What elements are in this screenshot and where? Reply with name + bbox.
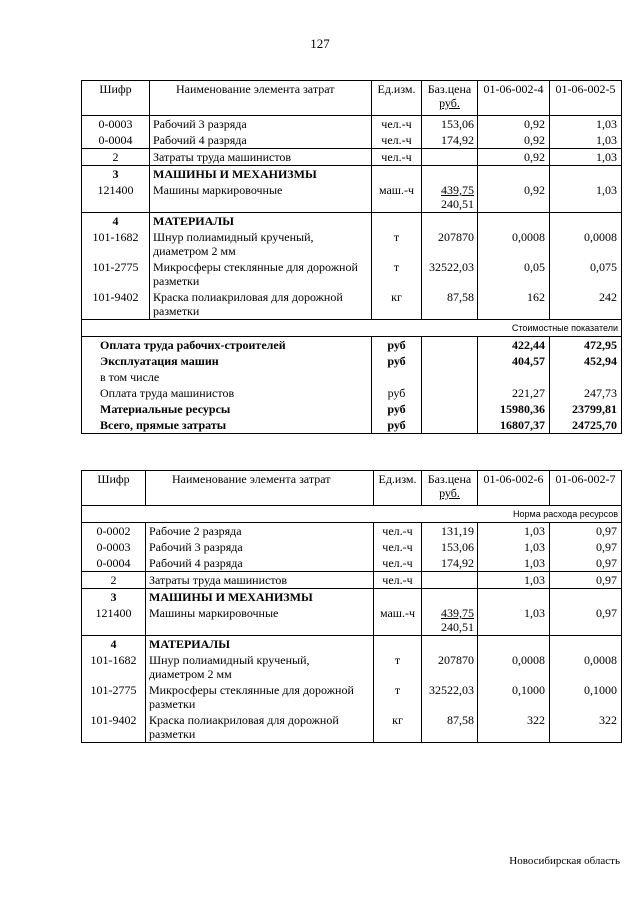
row-price	[422, 712, 478, 743]
row-unit	[372, 166, 422, 183]
row-name-line-1: Микросферы стеклянные для дорожной	[149, 683, 354, 697]
table-row	[82, 555, 622, 572]
row-norm-2: 0,97	[550, 539, 622, 555]
row-price-value: 153,06	[441, 117, 474, 131]
row-name	[150, 132, 372, 149]
row-unit	[372, 213, 422, 230]
row-name-line-2: разметки	[149, 727, 196, 741]
row-code: 121400	[82, 605, 146, 636]
resource-table-2	[81, 470, 622, 743]
row-norm-1: 0,92	[478, 182, 550, 213]
row-norm-1: 0,92	[478, 116, 550, 133]
header-norm-1: 01-06-002-6	[478, 471, 550, 506]
row-price-value: 174,92	[441, 556, 474, 570]
row-unit: чел.-ч	[372, 149, 422, 166]
row-norm-1: 1,03	[478, 605, 550, 636]
row-code: 121400	[82, 182, 150, 213]
table-row	[82, 572, 622, 589]
header-unit: Ед.изм.	[372, 81, 422, 116]
footer-region: Новосибирская область	[509, 855, 620, 867]
row-code: 4	[82, 636, 146, 653]
row-name	[146, 589, 374, 606]
row-code: 0-0003	[82, 116, 150, 133]
row-name-line-2: диаметром 2 мм	[149, 667, 232, 681]
row-unit	[374, 589, 422, 606]
row-code: 2	[82, 149, 150, 166]
row-name-line-1: Машины маркировочные	[153, 183, 283, 197]
row-code: 101-1682	[82, 652, 146, 682]
row-norm-1: 0,92	[478, 149, 550, 166]
row-name-line-1: Рабочий 4 разряда	[153, 133, 247, 147]
table-body	[82, 523, 622, 743]
row-norm-1: 0,0008	[478, 652, 550, 682]
row-price-value: 153,06	[441, 540, 474, 554]
row-name	[150, 182, 372, 213]
row-unit: т	[372, 259, 422, 289]
row-name	[150, 289, 372, 320]
row-name-line-1: Затраты труда машинистов	[153, 150, 292, 164]
row-code: 4	[82, 213, 150, 230]
cost-row	[82, 401, 622, 417]
row-name	[150, 116, 372, 133]
cost-empty	[422, 401, 478, 417]
header-norm-1: 01-06-002-4	[478, 81, 550, 116]
cost-value-1: 422,44	[478, 337, 550, 354]
row-price-value: 32522,03	[429, 683, 474, 697]
cost-value-1: 404,57	[478, 353, 550, 369]
row-name	[146, 572, 374, 589]
row-norm-2: 0,97	[550, 605, 622, 636]
row-norm-2	[550, 166, 622, 183]
row-name	[146, 682, 374, 712]
row-unit: маш.-ч	[374, 605, 422, 636]
table-header	[82, 81, 622, 116]
row-code: 101-2775	[82, 682, 146, 712]
row-name	[150, 259, 372, 289]
row-norm-1: 162	[478, 289, 550, 320]
cost-value-2	[550, 369, 622, 385]
resource-table-1	[81, 80, 622, 434]
row-unit: кг	[372, 289, 422, 320]
row-price	[422, 589, 478, 606]
row-name-line-1: МАТЕРИАЛЫ	[149, 637, 230, 651]
row-price	[422, 652, 478, 682]
cost-unit: руб	[372, 385, 422, 401]
row-norm-1: 1,03	[478, 555, 550, 572]
row-name-line-1: Микросферы стеклянные для дорожной	[153, 260, 358, 274]
row-code: 0-0004	[82, 555, 146, 572]
row-unit: т	[372, 229, 422, 259]
cost-value-1: 16807,37	[478, 417, 550, 434]
row-code: 3	[82, 166, 150, 183]
cost-label: в том числе	[82, 369, 372, 385]
table-row	[82, 605, 622, 636]
table-row	[82, 589, 622, 606]
header-norm-2: 01-06-002-5	[550, 81, 622, 116]
row-name	[146, 605, 374, 636]
cost-empty	[422, 353, 478, 369]
row-name-line-1: Рабочие 2 разряда	[149, 524, 242, 538]
cost-value-1: 15980,36	[478, 401, 550, 417]
row-price	[422, 213, 478, 230]
table-row	[82, 116, 622, 133]
cost-value-1: 221,27	[478, 385, 550, 401]
row-price	[422, 572, 478, 589]
row-price	[422, 605, 478, 636]
row-price	[422, 636, 478, 653]
table-row	[82, 132, 622, 149]
cost-row	[82, 417, 622, 434]
table-row	[82, 289, 622, 320]
row-norm-1: 0,92	[478, 132, 550, 149]
row-name-line-1: Затраты труда машинистов	[149, 573, 288, 587]
cost-unit: руб	[372, 417, 422, 434]
header-price: Баз.цена руб.	[422, 471, 478, 506]
table-header	[82, 471, 622, 506]
row-name-line-2: разметки	[149, 697, 196, 711]
row-norm-1: 1,03	[478, 539, 550, 555]
row-code: 101-1682	[82, 229, 150, 259]
row-norm-2: 0,97	[550, 523, 622, 540]
row-name	[150, 149, 372, 166]
row-norm-1	[478, 636, 550, 653]
row-price-value: 87,58	[447, 290, 474, 304]
row-code: 101-9402	[82, 712, 146, 743]
row-price	[422, 166, 478, 183]
cost-unit	[372, 369, 422, 385]
row-name-line-1: Рабочий 3 разряда	[153, 117, 247, 131]
cost-row	[82, 337, 622, 354]
table-row	[82, 149, 622, 166]
cost-body	[82, 337, 622, 434]
cost-note: Стоимостные показатели	[82, 320, 622, 337]
table-row	[82, 682, 622, 712]
row-norm-1: 0,1000	[478, 682, 550, 712]
cost-label: Оплата труда машинистов	[82, 385, 372, 401]
row-name	[146, 712, 374, 743]
row-unit: чел.-ч	[372, 116, 422, 133]
row-norm-1: 322	[478, 712, 550, 743]
row-name	[146, 555, 374, 572]
table-row	[82, 229, 622, 259]
table-row	[82, 213, 622, 230]
table-row	[82, 259, 622, 289]
cost-value-1	[478, 369, 550, 385]
cost-unit: руб	[372, 337, 422, 354]
cost-row	[82, 353, 622, 369]
row-code: 0-0004	[82, 132, 150, 149]
table-row	[82, 712, 622, 743]
row-norm-1	[478, 166, 550, 183]
row-price-secondary: 240,51	[441, 197, 474, 211]
cost-value-2: 452,94	[550, 353, 622, 369]
row-unit: чел.-ч	[374, 555, 422, 572]
norm-note: Норма расхода ресурсов	[82, 506, 622, 523]
row-norm-2	[550, 213, 622, 230]
row-price	[422, 523, 478, 540]
row-price-value: 207870	[438, 653, 474, 667]
table-row	[82, 652, 622, 682]
row-price-value: 131,19	[441, 524, 474, 538]
cost-unit: руб	[372, 353, 422, 369]
row-name	[150, 166, 372, 183]
cost-empty	[422, 369, 478, 385]
row-price-value: 207870	[438, 230, 474, 244]
row-norm-2: 0,0008	[550, 652, 622, 682]
row-norm-1: 0,05	[478, 259, 550, 289]
row-price	[422, 259, 478, 289]
header-name: Наименование элемента затрат	[146, 471, 374, 506]
row-price-secondary: 240,51	[441, 620, 474, 634]
row-unit: чел.-ч	[374, 539, 422, 555]
header-code: Шифр	[82, 471, 146, 506]
row-norm-2: 1,03	[550, 182, 622, 213]
row-name	[146, 636, 374, 653]
row-code: 101-2775	[82, 259, 150, 289]
row-unit: чел.-ч	[372, 132, 422, 149]
cost-value-2: 23799,81	[550, 401, 622, 417]
row-norm-2: 1,03	[550, 149, 622, 166]
row-name-line-1: МАТЕРИАЛЫ	[153, 214, 234, 228]
row-name	[150, 213, 372, 230]
row-name	[146, 539, 374, 555]
cost-value-2: 472,95	[550, 337, 622, 354]
row-name-line-2: разметки	[153, 304, 200, 318]
row-norm-2: 1,03	[550, 116, 622, 133]
norm-note-row	[82, 506, 622, 523]
row-name-line-1: МАШИНЫ И МЕХАНИЗМЫ	[153, 167, 317, 181]
row-price-value: 174,92	[441, 133, 474, 147]
row-name-line-1: Машины маркировочные	[149, 606, 279, 620]
row-code: 101-9402	[82, 289, 150, 320]
row-name	[146, 523, 374, 540]
page-number: 127	[310, 36, 330, 51]
row-name	[146, 652, 374, 682]
row-price	[422, 555, 478, 572]
header-unit: Ед.изм.	[374, 471, 422, 506]
row-norm-1: 1,03	[478, 572, 550, 589]
table-row	[82, 636, 622, 653]
row-unit: чел.-ч	[374, 523, 422, 540]
row-price	[422, 289, 478, 320]
row-price-value: 87,58	[447, 713, 474, 727]
row-name-line-1: Краска полиакриловая для дорожной	[153, 290, 343, 304]
row-price	[422, 229, 478, 259]
table-row	[82, 166, 622, 183]
row-unit: чел.-ч	[374, 572, 422, 589]
row-name-line-1: МАШИНЫ И МЕХАНИЗМЫ	[149, 590, 313, 604]
row-norm-2	[550, 636, 622, 653]
header-code: Шифр	[82, 81, 150, 116]
row-norm-1	[478, 589, 550, 606]
cost-value-2: 247,73	[550, 385, 622, 401]
cost-label: Оплата труда рабочих-строителей	[82, 337, 372, 354]
row-norm-1: 0,0008	[478, 229, 550, 259]
header-price: Баз.цена руб.	[422, 81, 478, 116]
cost-empty	[422, 417, 478, 434]
row-name-line-1: Рабочий 3 разряда	[149, 540, 243, 554]
cost-label: Эксплуатация машин	[82, 353, 372, 369]
row-price-value: 32522,03	[429, 260, 474, 274]
row-price-value: 439,75	[441, 183, 474, 197]
table-row	[82, 182, 622, 213]
row-norm-1: 1,03	[478, 523, 550, 540]
row-code: 2	[82, 572, 146, 589]
cost-value-2: 24725,70	[550, 417, 622, 434]
row-norm-2: 1,03	[550, 132, 622, 149]
row-norm-2: 322	[550, 712, 622, 743]
row-norm-1	[478, 213, 550, 230]
cost-label: Всего, прямые затраты	[82, 417, 372, 434]
row-price	[422, 132, 478, 149]
row-norm-2: 0,97	[550, 555, 622, 572]
row-unit: маш.-ч	[372, 182, 422, 213]
cost-note-row	[82, 320, 622, 337]
row-name-line-2: диаметром 2 мм	[153, 244, 236, 258]
row-unit: т	[374, 682, 422, 712]
row-norm-2	[550, 589, 622, 606]
row-norm-2: 0,075	[550, 259, 622, 289]
header-norm-2: 01-06-002-7	[550, 471, 622, 506]
row-name-line-1: Шнур полиамидный крученый,	[153, 230, 314, 244]
row-code: 0-0003	[82, 539, 146, 555]
row-code: 3	[82, 589, 146, 606]
row-unit	[374, 636, 422, 653]
cost-label: Материальные ресурсы	[82, 401, 372, 417]
row-name	[150, 229, 372, 259]
row-code: 0-0002	[82, 523, 146, 540]
row-unit: т	[374, 652, 422, 682]
header-name: Наименование элемента затрат	[150, 81, 372, 116]
row-name-line-1: Краска полиакриловая для дорожной	[149, 713, 339, 727]
row-norm-2: 0,1000	[550, 682, 622, 712]
row-price	[422, 149, 478, 166]
row-price-value: 439,75	[441, 606, 474, 620]
cost-row	[82, 385, 622, 401]
row-price	[422, 539, 478, 555]
cost-empty	[422, 337, 478, 354]
table-body	[82, 116, 622, 320]
row-name-line-2: разметки	[153, 274, 200, 288]
cost-empty	[422, 385, 478, 401]
table-row	[82, 523, 622, 540]
row-unit: кг	[374, 712, 422, 743]
row-price	[422, 182, 478, 213]
row-price	[422, 682, 478, 712]
cost-row	[82, 369, 622, 385]
row-norm-2: 0,97	[550, 572, 622, 589]
row-norm-2: 0,0008	[550, 229, 622, 259]
row-norm-2: 242	[550, 289, 622, 320]
row-name-line-1: Шнур полиамидный крученый,	[149, 653, 310, 667]
cost-unit: руб	[372, 401, 422, 417]
row-price	[422, 116, 478, 133]
table-row	[82, 539, 622, 555]
row-name-line-1: Рабочий 4 разряда	[149, 556, 243, 570]
